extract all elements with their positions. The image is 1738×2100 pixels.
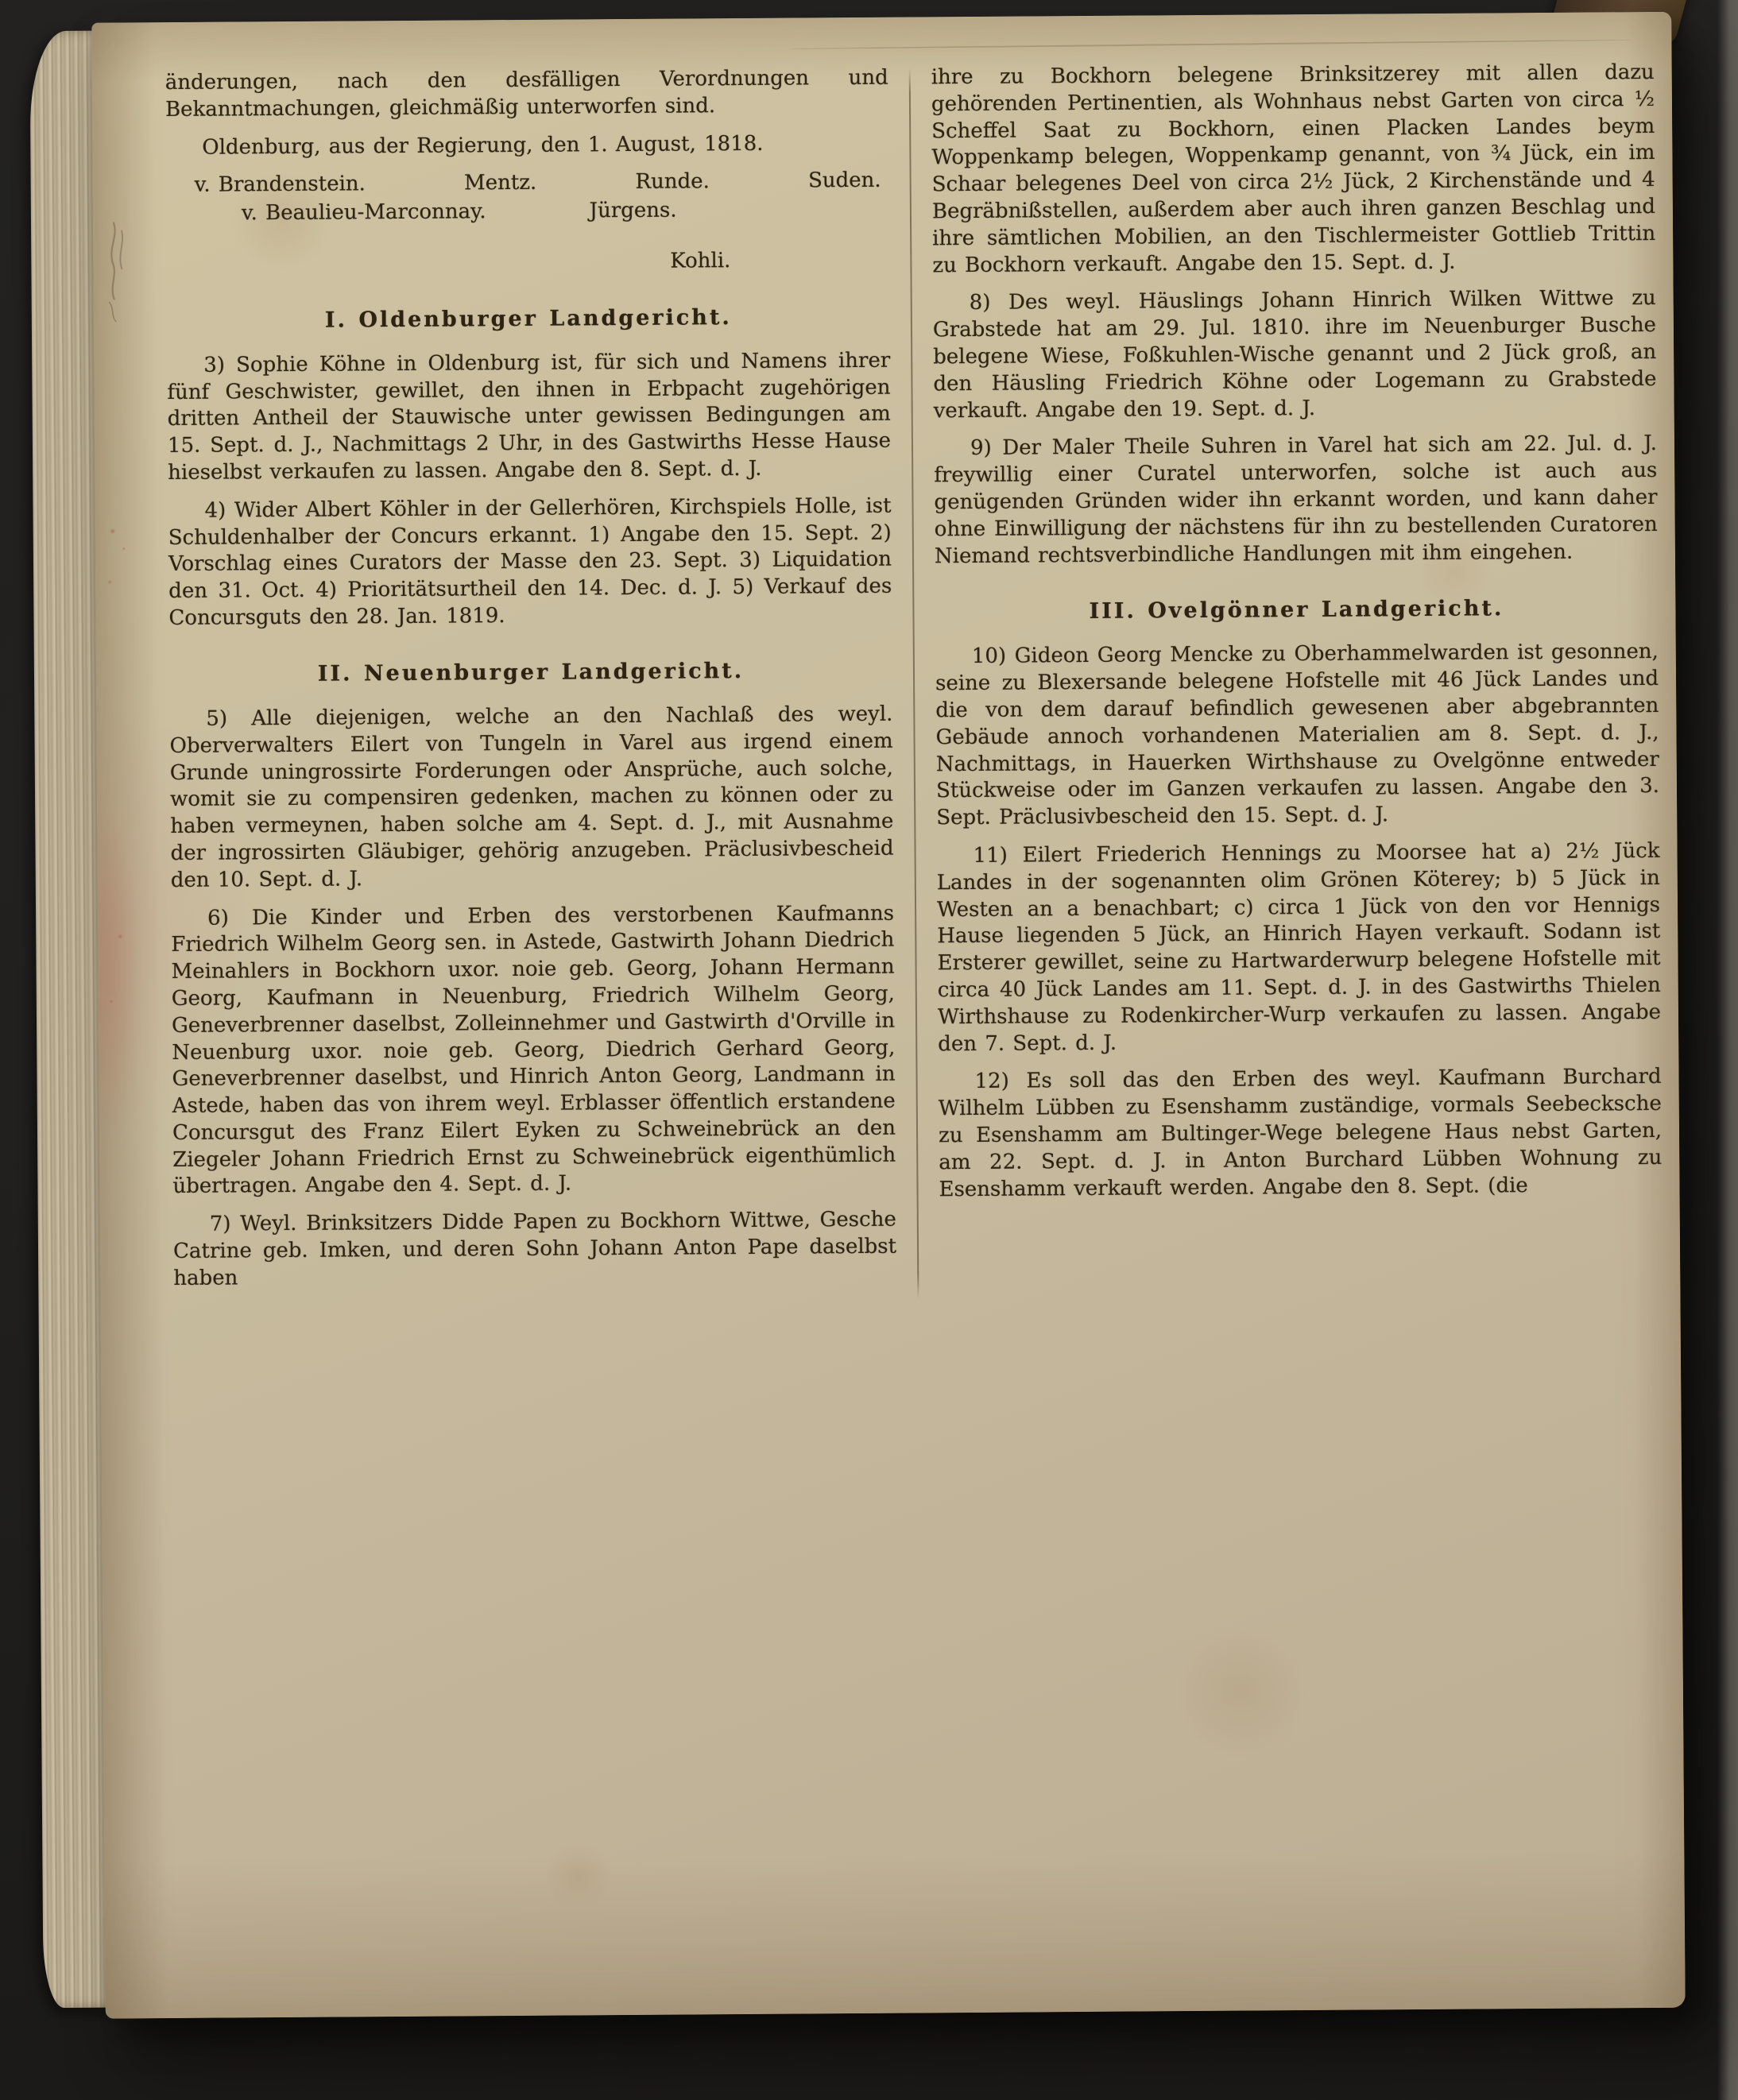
dateline-paragraph: Oldenburg, aus der Regierung, den 1. August, 1818. [202,131,764,160]
backdrop-edge-strip [1717,0,1738,2100]
notice-item-3: 3) Sophie Köhne in Oldenburg ist, für sich und Namens ihrer fünf Geschwister, gewillet, den ihnen in Erbpacht zugehörigen dritten Antheil der Stauwische unter gewissen Bedingungen am 15. Sept. d. J., Nachmittags 2 Uhr, in des Gastwirths Hesse Hause hieselbst verkaufen zu lassen. Angabe den 8. Sept. d. J. [167,348,892,485]
notice-item-6: 6) Die Kinder und Erben des verstorbenen Kaufmanns Friedrich Wilhelm Georg sen. in Astede, Gastwirth Johann Diedrich Meinahlers in Bockhorn uxor. noie geb. Georg, Johann Hermann Georg, Kaufmann in Neuenburg, Friedrich Wilhelm Georg, Geneverbrenner daselbst, Zolleinnehmer und Gastwirth d'Orville in Neuenburg uxor. noie geb. Georg, Diedrich Gerhard Georg, Geneverbrenner daselbst, und Hinrich Anton Georg, Landmann in Astede, haben das von ihrem weyl. Erblasser öffentlich erstandene Concursgut des Franz Eilert Eyken zu Schweinebrück an den Ziegeler Johann Friedrich Ernst zu Schweinebrück eigenthümlich übertragen. Angabe den 4. Sept. d. J. [171,901,896,1199]
printed-text-area [165,60,1663,1304]
notice-item-9: 9) Der Maler Theile Suhren in Varel hat sich am 22. Jul. d. J. freywillig einer Curatel unterworfen, solche ist auch aus genügenden Gründen wider ihn erkannt worden, und kann daher ohne Einwilligung der nächstens für ihn zu bestellenden Curatoren Niemand rechtsverbindliche Handlungen mit ihm eingehen. [934,431,1658,568]
notice-item-8: 8) Des weyl. Häuslings Johann Hinrich Wilken Wittwe zu Grabstede hat am 29. Jul. 1810. ihre im Neuenburger Busche belegene Wiese, Foßkuhlen-Wische genannt und 2 Jück groß, an den Häusling Friedrich Köhne oder Logemann zu Grabstede verkauft. Angabe den 19. Sept. d. J. [932,286,1657,423]
section-heading-oldenburger: I. Oldenburger Landgericht. [324,304,732,333]
signature-name: Suden. [807,168,881,193]
margin-scribble-marks [103,219,134,323]
notice-item-5: 5) Alle diejenigen, welche an den Nachlaß des weyl. Oberverwalters Eilert von Tungeln in Varel aus irgend einem Grunde uningrossirte Forderungen oder Ansprüche, auch solche, womit sie zu compensiren gedenken, machen zu können oder zu haben vermeynen, haben solche am 4. Sept. d. J., mit Ausnahme der ingrossirten Gläubiger, gehörig anzugeben. Präclusivbescheid den 10. Sept. d. J. [169,702,894,892]
notice-item-10: 10) Gideon Georg Mencke zu Oberhammelwarden ist gesonnen, seine zu Blexersande belegene Hofstelle mit 46 Jück Landes und die von dem darauf befindlich gewesenen aber abgebrannten Gebäude annoch vorhandenen Materialien am 8. Sept. d. J., Nachmittags, in Hauerken Wirthshause zu Ovelgönne entweder Stückweise oder im Ganzen verkaufen zu lassen. Angabe den 3. Sept. Präclusivbescheid den 15. Sept. d. J. [935,640,1660,830]
signatures-row-1 [166,168,889,199]
clerk-signature: Kohli. [670,249,731,273]
notice-item-4: 4) Wider Albert Köhler in der Gellerhören, Kirchspiels Holle, ist Schuldenhalber der Concurs erkannt. 1) Angabe den 15. Sept. 2) Vorschlag eines Curators der Masse den 23. Sept. 3) Liquidation den 31. Oct. 4) Prioritätsurtheil den 14. Dec. d. J. 5) Verkauf des Concursguts den 28. Jan. 1819. [168,493,892,631]
notice-item-7-continuation: ihre zu Bockhorn belegene Brinksitzerey mit allen dazu gehörenden Pertinentien, als Wohnhaus nebst Garten von circa ½ Scheffel Saat zu Bockhorn, einen Placken Landes beym Woppenkamp belegen, Woppenkamp genannt, von ¾ Jück, ein im Schaar belegenes Deel von circa 2½ Jück, 2 Kirchenstände und 4 Begräbnißstellen, außerdem aber auch ihren ganzen Beschlag und ihre sämtlichen Mobilien, an den Tischlermeister Gottlieb Trittin zu Bockhorn verkauft. Angabe den 15. Sept. d. J. [931,60,1656,277]
carryover-paragraph: änderungen, nach den desfälligen Verordnungen und Bekanntmachungen, gleichmäßig unterworfen sind. [165,65,888,122]
column-divider-rule [909,68,919,1299]
signature-name: Runde. [635,169,710,195]
text-column-left [165,65,897,1304]
paper-sheet [91,12,1685,2019]
notice-item-11: 11) Eilert Friederich Hennings zu Moorsee hat a) 2½ Jück Landes in der sogenannten olim Grönen Köterey; b) 5 Jück in Westen an a benachbart; c) circa 1 Jück von den vor Hennigs Hause liegenden 5 Jück, an Hinrich Hayen verkauft. Sodann ist Ersterer gewillet, seine zu Hartwarderwurp belegene Hofstelle mit circa 40 Jück Landes am 11. Sept. d. J. in des Gastwirths Thielen Wirthshause zu Rodenkircher-Wurp verkaufen zu lassen. Angabe den 7. Sept. d. J. [936,838,1662,1056]
signature-name: v. Beaulieu-Marconnay. [241,199,486,226]
text-column-right [931,60,1663,1298]
signatures-row-2 [166,196,889,228]
signature-name: v. Brandenstein. [194,172,366,198]
signature-name: Jürgens. [589,198,677,223]
open-book-page [29,12,1685,2019]
section-heading-ovelgoenner: III. Ovelgönner Landgericht. [1089,596,1504,625]
notice-item-12: 12) Es soll das den Erben des weyl. Kaufmann Burchard Wilhelm Lübben zu Esenshamm zuständige, vormals Seebecksche zu Esenshamm am Bultinger-Wege belegene Haus nebst Garten, am 22. Sept. d. J. in Anton Burchard Lübben Wohnung zu Esenshamm verkauft werden. Angabe den 8. Sept. (die [938,1065,1663,1201]
underleaf-edge [787,39,1632,49]
section-heading-neuenburger: II. Neuenburger Landgericht. [317,658,745,686]
signature-name: Mentz. [463,171,537,195]
notice-item-7: 7) Weyl. Brinksitzers Didde Papen zu Bockhorn Wittwe, Gesche Catrine geb. Imken, und deren Sohn Johann Anton Pape daselbst haben [172,1207,897,1290]
